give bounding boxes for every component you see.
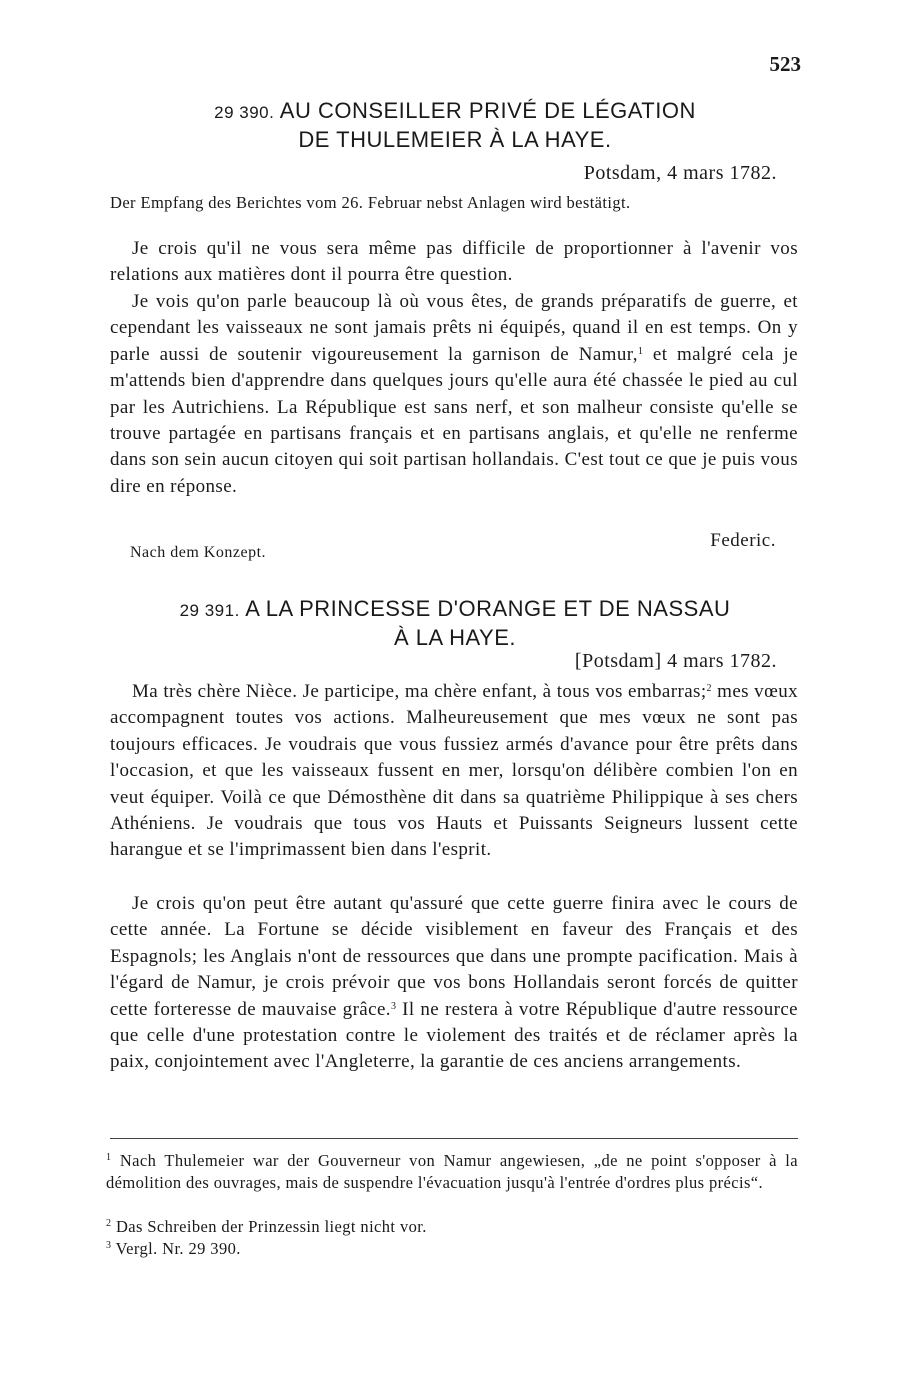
- letter-2-paragraph-1-text-b: mes vœux accompagnent toutes vos actions. Malheureusement que mes vœux ne sont pas toujours efficaces. Je voudrais que vous fussiez armés d'avance pour être prêts dans l'occasion, et que les vaisseaux fussent en mer, lorsqu'on délibère combien l'on en veut équiper. Voilà ce que Démosthène dit dans sa quatrième Philippique à ses chers Athéniens. Je voudrais que tous vos Hauts et Puissants Seigneurs lussent cette harangue et se l'imprimassent bien dans l'esprit.: [110, 681, 798, 861]
- letter-1-paragraph-1: Je crois qu'il ne vous sera même pas difficile de proportionner à l'avenir vos relations aux matières dont il pourra être question.: [110, 238, 798, 286]
- page-number: 523: [769, 52, 801, 76]
- letter-1-paragraph-2: [110, 289, 798, 500]
- footnote-2-mark: 2: [106, 1218, 112, 1229]
- letter-2-heading: [110, 595, 800, 651]
- letter-2-heading-line1: A LA PRINCESSE D'ORANGE ET DE NASSAU: [245, 596, 731, 621]
- footnote-3-text: Vergl. Nr. 29 390.: [115, 1239, 241, 1258]
- footnote-ref-3: 3: [390, 1000, 397, 1012]
- footnote-ref-2: 2: [706, 683, 712, 694]
- footnote-ref-1: 1: [637, 345, 644, 357]
- letter-1-summary: Der Empfang des Berichtes vom 26. Februar nebst Anlagen wird bestätigt.: [110, 193, 631, 212]
- letter-1-heading-line1: AU CONSEILLER PRIVÉ DE LÉGATION: [279, 98, 696, 123]
- footnote-1-text: Nach Thulemeier war der Gouverneur von Namur angewiesen, „de ne point s'opposer à la démolition des ouvrages, mais de suspendre l'évacuation jusqu'à l'entrée d'ordres plus précis“.: [106, 1151, 798, 1192]
- letter-2-paragraph-1: [110, 679, 798, 864]
- footnote-1: [106, 1150, 798, 1194]
- letter-1-number: 29 390.: [214, 103, 275, 122]
- letter-2-paragraph-2-text-a: Je crois qu'on peut être autant qu'assuré que cette guerre finira avec le cours de cette année. La Fortune se décide visiblement en faveur des Français et des Espagnols; les Anglais n'ont de ressources que dans une prompte pacification. Mais à l'égard de Namur, je crois prévoir que vos bons Hollandais seront forcés de quitter cette forteresse de mauvaise grâce.: [110, 893, 798, 1020]
- footnote-2-text: Das Schreiben der Prinzessin liegt nicht vor.: [115, 1217, 427, 1236]
- letter-2-dateline: [Potsdam] 4 mars 1782.: [574, 650, 777, 672]
- letter-2-paragraph-2-text-b: Il ne restera à votre République d'autre ressource que celle d'une protestation contre le violement des traités et de réclamer après la paix, conjointement avec l'Angleterre, la garantie de ces anciens arrangements.: [110, 998, 798, 1073]
- footnote-2: [106, 1216, 798, 1238]
- letter-2-number: 29 391.: [179, 601, 240, 620]
- letter-1-paragraph-2-text-a: Je vois qu'on parle beaucoup là où vous êtes, de grands préparatifs de guerre, et cependant les vaisseaux ne sont jamais prêts ni équipés, quand il en est temps. On y parle aussi de soutenir vigoureusement la garnison de Namur,: [110, 291, 798, 365]
- letter-2-paragraph-1-text-a: Ma très chère Nièce. Je participe, ma chère enfant, à tous vos embarras;: [132, 681, 707, 702]
- letter-2-paragraph-2: [110, 891, 798, 1076]
- letter-1-signature: Federic.: [710, 530, 776, 551]
- footnote-divider: [110, 1138, 798, 1139]
- letter-1-heading-line2: DE THULEMEIER À LA HAYE.: [298, 127, 612, 152]
- letter-1-source: Nach dem Konzept.: [130, 544, 267, 561]
- letter-2-heading-line2: À LA HAYE.: [394, 625, 516, 650]
- letter-1-dateline: Potsdam, 4 mars 1782.: [583, 162, 777, 184]
- footnote-3: [106, 1238, 798, 1260]
- letter-1-heading: [110, 97, 800, 153]
- footnote-1-mark: 1: [106, 1152, 112, 1163]
- letter-1-paragraph-2-text-b: et malgré cela je m'attends bien d'apprendre dans quelques jours qu'elle aura été chassée le pied au cul par les Autrichiens. La République est sans nerf, et son malheur consiste qu'elle se trouve partagée en partisans français et en partisans anglais, et qu'elle ne renferme dans son sein aucun citoyen qui soit partisan hollandais. C'est tout ce que je puis vous dire en réponse.: [110, 343, 798, 497]
- footnote-3-mark: 3: [106, 1240, 112, 1251]
